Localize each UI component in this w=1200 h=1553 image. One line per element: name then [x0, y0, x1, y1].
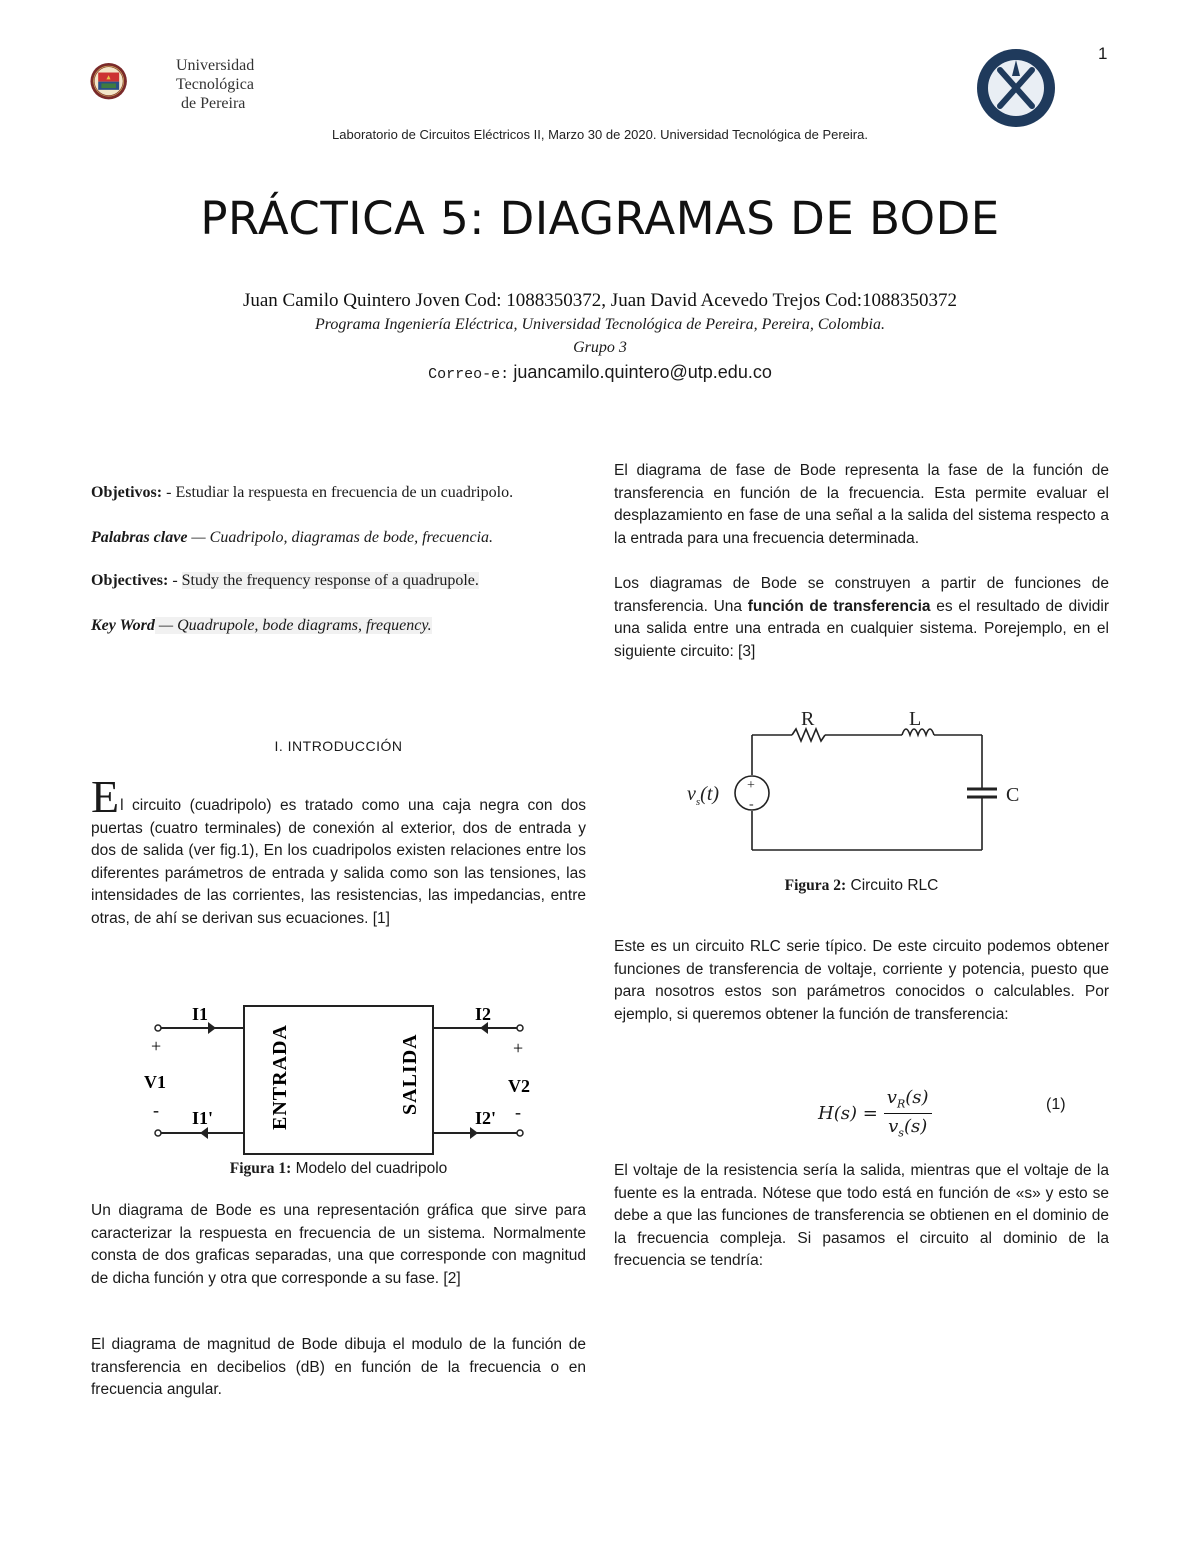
equation-denominator	[885, 1114, 930, 1140]
figure-2-caption-text: Circuito RLC	[846, 877, 939, 894]
label-minus-right: -	[515, 1102, 521, 1122]
email-row	[0, 362, 1200, 383]
lab-line: Laboratorio de Circuitos Eléctricos II, Marzo 30 de 2020. Universidad Tecnológica de Pereira.	[332, 127, 868, 142]
key-word	[91, 615, 586, 638]
label-c: C	[1006, 784, 1020, 806]
figure-2-caption	[614, 877, 1109, 895]
num-sub: R	[896, 1097, 906, 1111]
label-plus-left: +	[151, 1036, 162, 1056]
objetivos-label: Objetivos:	[91, 484, 163, 501]
drop-cap: E	[91, 771, 120, 822]
group: Grupo 3	[573, 339, 627, 356]
university-line3: de Pereira	[181, 95, 246, 112]
label-l: L	[909, 708, 922, 730]
num-arg: (s)	[905, 1086, 929, 1108]
label-vs-arg: (t)	[700, 783, 720, 805]
utp-logo	[90, 42, 172, 124]
intro-paragraph	[91, 773, 586, 931]
section-heading-introduccion: I. INTRODUCCIÓN	[274, 738, 403, 754]
den-arg: (s)	[903, 1115, 928, 1137]
label-plus-right: +	[513, 1038, 524, 1058]
email-label: Correo-e:	[428, 366, 510, 383]
label-entrada: ENTRADA	[269, 1024, 291, 1130]
tf-text-b: es el resultado de dividir una salida entre una entrada en cualquier sistema. Porejemplo, en el siguiente circuito: [3]	[614, 597, 1109, 660]
keyword-text: — Quadrupole, bode diagrams, frequency.	[154, 616, 432, 634]
svg-text:vs(t)	[687, 783, 719, 808]
rlc-paragraph: Este es un circuito RLC serie típico. De este circuito podemos obtener funciones de transferencia de voltaje, corriente y potencia, puesto que para nosotros estos son parámetros conocidos o calculables. Por ejemplo, si queremos obtener la función de transferencia:	[614, 938, 1109, 1023]
magnitude-paragraph: El diagrama de magnitud de Bode dibuja el modulo de la función de transferencia en decibelios (dB) en función de la frecuencia o en frecuencia angular.	[91, 1336, 586, 1399]
source-minus: -	[749, 797, 754, 812]
page-title: PRÁCTICA 5: DIAGRAMAS DE BODE	[200, 192, 1000, 245]
label-i1: I1	[192, 1004, 209, 1024]
objetivos-text: - Estudiar la respuesta en frecuencia de un cuadripolo.	[162, 484, 514, 501]
figure-1-caption	[91, 1160, 586, 1178]
label-r: R	[801, 708, 815, 730]
objectives-dash: -	[168, 572, 182, 590]
transfer-function-paragraph	[614, 573, 1109, 663]
label-v1: V1	[144, 1072, 166, 1092]
abstract	[91, 482, 586, 637]
palabras-clave	[91, 527, 586, 550]
voltage-paragraph: El voltaje de la resistencia sería la salida, mientras que el voltaje de la fuente es la entrada. Nótese que todo está en función de «s» y esto se debe a que las funciones de transferencia se obtienen en el dominio de la frecuencia compleja. Si pasamos el circuito al dominio de la frecuencia se tendría:	[614, 1162, 1109, 1270]
university-line1: Universidad	[176, 57, 255, 74]
equation-fraction	[884, 1087, 932, 1139]
label-i1-prime: I1'	[192, 1108, 214, 1128]
num-v: v	[886, 1086, 897, 1108]
phase-paragraph: El diagrama de fase de Bode representa la fase de la función de transferencia en función de la frecuencia. Esta permite evaluar el desplazamiento en fase de una señal a la salida del sistema respecto a la entrada para una frecuencia determinada.	[614, 462, 1109, 547]
source-plus: +	[747, 778, 755, 793]
label-v2: V2	[508, 1076, 530, 1096]
electrical-engineering-logo	[976, 48, 1056, 128]
den-v: v	[888, 1115, 899, 1137]
label-vs-sub: s	[695, 796, 701, 808]
figure-2-rlc-circuit	[680, 700, 1040, 860]
intro-text: l circuito (cuadripolo) es tratado como una caja negra con dos puertas (cuatro terminales) de conexión al exterior, dos de entrada y dos de salida (ver fig.1), En los cuadripolos existen relaciones entre los diferentes parámetros de entrada y salida como son las tensiones, las intensidades de las corrientes, las resistencias, las impedancias, entre otras, de ahí se derivan sus ecuaciones. [1]	[91, 797, 586, 927]
objectives	[91, 570, 586, 593]
equation-1	[818, 1083, 932, 1143]
university-name	[176, 56, 254, 113]
page-number: 1	[1098, 44, 1108, 63]
figure-2-caption-label: Figura 2:	[784, 877, 847, 894]
tf-text-bold: función de transferencia	[747, 597, 931, 615]
palabras-label: Palabras clave	[91, 528, 188, 546]
label-salida: SALIDA	[399, 1033, 421, 1115]
tf-text-a: Los diagramas de Bode se construyen a partir de funciones de transferencia. Una	[614, 575, 1109, 615]
palabras-text: — Cuadripolo, diagramas de bode, frecuencia.	[187, 528, 494, 546]
email-address[interactable]: juancamilo.quintero@utp.edu.co	[513, 362, 772, 382]
figure-1-caption-text: Modelo del cuadripolo	[291, 1160, 448, 1177]
label-minus-left: -	[153, 1100, 159, 1120]
den-sub: s	[898, 1126, 904, 1140]
equation-numerator	[884, 1087, 932, 1114]
label-vs: v	[687, 783, 696, 805]
objectives-text: Study the frequency response of a quadrupole.	[181, 572, 479, 590]
equation-number: (1)	[1046, 1096, 1066, 1113]
objetivos	[91, 482, 586, 505]
bode-definition: Un diagrama de Bode es una representación gráfica que sirve para caracterizar la respuesta en frecuencia de un sistema. Normalmente consta de dos graficas separadas, una que corresponde con magnitud de dicha función y otra que corresponde a su fase. [2]	[91, 1202, 586, 1287]
authors: Juan Camilo Quintero Joven Cod: 1088350372, Juan David Acevedo Trejos Cod:1088350372	[242, 290, 958, 311]
objectives-label: Objectives:	[91, 572, 169, 590]
figure-1-quadripole	[140, 1000, 540, 1160]
label-i2: I2	[475, 1004, 492, 1024]
keyword-label: Key Word	[91, 616, 155, 634]
university-line2: Tecnológica	[176, 76, 254, 93]
label-i2-prime: I2'	[475, 1108, 497, 1128]
figure-1-caption-label: Figura 1:	[229, 1160, 292, 1177]
program-affiliation: Programa Ingeniería Eléctrica, Universidad Tecnológica de Pereira, Pereira, Colombia.	[315, 316, 885, 333]
equation-lhs: H(s) =	[818, 1102, 878, 1124]
